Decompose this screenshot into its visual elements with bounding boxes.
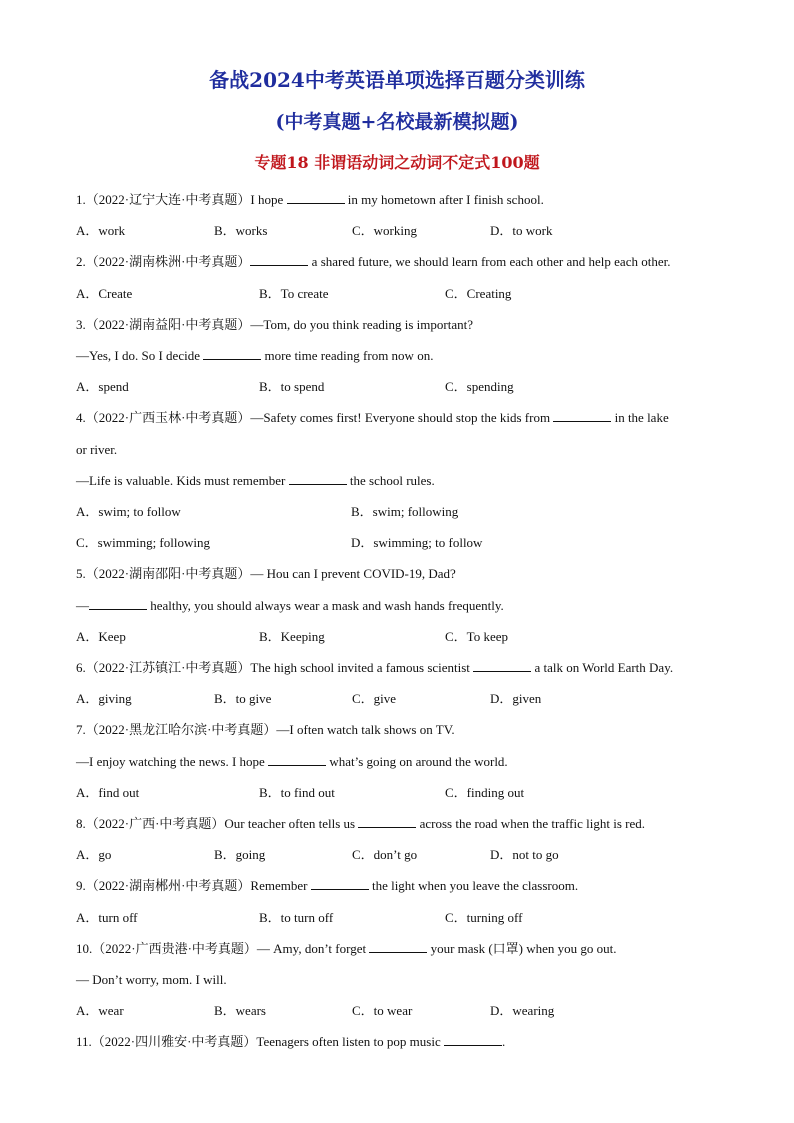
- question-7-line-1: [76, 719, 726, 741]
- question-10-line-1: [76, 938, 726, 960]
- question-10-option-2: B．wears: [214, 1003, 266, 1019]
- question-text: 2.（2022·湖南株洲·中考真题）: [76, 254, 251, 270]
- question-text: 10.（2022·广西贵港·中考真题）— Amy, don’t forget: [76, 940, 370, 956]
- question-text: 9.（2022·湖南郴州·中考真题）Remember: [76, 878, 311, 894]
- question-5-option-1: A．Keep: [76, 628, 126, 644]
- question-4-line-2: [76, 439, 726, 461]
- question-10-line-2: [76, 969, 726, 991]
- question-5-option-2: B．Keeping: [259, 628, 325, 644]
- question-6-option-4: D．given: [490, 691, 542, 707]
- question-text: 6.（2022·江苏镇江·中考真题）The high school invited a famous scientist: [76, 660, 474, 675]
- question-text: 8.（2022·广西·中考真题）Our teacher often tells us: [76, 816, 359, 831]
- question-10-option-1: A．wear: [76, 1003, 124, 1019]
- question-text: a talk on World Earth Day.: [531, 660, 674, 675]
- question-text: across the road when the traffic light is red.: [416, 816, 645, 831]
- question-text: —Yes, I do. So I decide: [76, 348, 204, 363]
- answer-blank: [311, 875, 369, 890]
- answer-blank: [369, 938, 427, 953]
- question-5-line-2: [76, 595, 726, 617]
- question-4-line-1: [76, 407, 726, 429]
- question-text: 4.（2022·广西玉林·中考真题）—Safety comes first! Everyone should stop the kids from: [76, 410, 554, 426]
- question-6-line-1: [76, 657, 726, 679]
- document-subtitle: (中考真题+名校最新模拟题): [275, 111, 519, 133]
- question-10-option-4: D．wearing: [490, 1003, 555, 1019]
- answer-blank: [268, 751, 326, 766]
- question-8-option-3: C．don’t go: [352, 847, 418, 863]
- question-text: or river.: [76, 441, 118, 457]
- question-text: 3.（2022·湖南益阳·中考真题）—Tom, do you think reading is important?: [76, 316, 473, 332]
- question-5-option-3: C．To keep: [445, 628, 508, 644]
- question-2-line-1: [76, 251, 726, 273]
- question-3-option-1: A．spend: [76, 379, 129, 395]
- question-1-option-1: A．work: [76, 223, 126, 239]
- question-text: in my hometown after I finish school.: [344, 192, 544, 207]
- question-9-line-1: [76, 875, 726, 897]
- question-6-option-2: B．to give: [214, 691, 272, 707]
- question-3-line-2: [76, 345, 726, 367]
- question-1-option-2: B．works: [214, 223, 268, 239]
- question-4-line-3: [76, 470, 726, 492]
- question-7-line-2: [76, 751, 726, 773]
- question-text: 5.（2022·湖南邵阳·中考真题）— Hou can I prevent COVID-19, Dad?: [76, 566, 456, 582]
- question-8-option-2: B．going: [214, 847, 266, 863]
- question-text: more time reading from now on.: [261, 348, 434, 363]
- answer-blank: [250, 251, 308, 266]
- question-9-option-1: A．turn off: [76, 909, 138, 925]
- question-text: —: [76, 597, 89, 613]
- question-text: a shared future, we should learn from each other and help each other.: [308, 254, 671, 270]
- question-8-option-4: D．not to go: [490, 847, 559, 863]
- question-7-option-1: A．find out: [76, 784, 140, 800]
- question-2-option-3: C．Creating: [445, 285, 512, 301]
- question-2-option-2: B．To create: [259, 285, 329, 301]
- question-1-option-4: D．to work: [490, 223, 553, 239]
- question-3-option-3: C．spending: [445, 379, 514, 395]
- answer-blank: [553, 407, 611, 422]
- answer-blank: [287, 189, 345, 204]
- document-title: 备战2024中考英语单项选择百题分类训练: [209, 68, 585, 92]
- topic-heading: 专题18 非谓语动词之动词不定式100题: [254, 153, 540, 172]
- question-text: 1.（2022·辽宁大连·中考真题）I hope: [76, 192, 287, 207]
- question-1-option-3: C．working: [352, 223, 418, 239]
- question-text: —I enjoy watching the news. I hope: [76, 753, 269, 769]
- question-5-line-1: [76, 563, 726, 585]
- question-text: in the lake: [611, 410, 669, 426]
- question-9-option-2: B．to turn off: [259, 909, 334, 925]
- question-8-line-1: [76, 813, 726, 835]
- question-text: the school rules.: [346, 472, 435, 488]
- question-text: healthy, you should always wear a mask and wash hands frequently.: [147, 597, 504, 613]
- question-4-option-2: B．swim; following: [351, 504, 459, 519]
- answer-blank: [89, 595, 147, 610]
- question-7-option-3: C．finding out: [445, 784, 525, 800]
- question-11-line-1: [76, 1031, 726, 1053]
- answer-blank: [444, 1031, 502, 1046]
- question-text: the light when you leave the classroom.: [368, 878, 579, 894]
- question-text: 7.（2022·黑龙江哈尔滨·中考真题）—I often watch talk shows on TV.: [76, 722, 455, 738]
- answer-blank: [358, 813, 416, 828]
- question-6-option-1: A．giving: [76, 691, 132, 707]
- question-7-option-2: B．to find out: [259, 784, 335, 800]
- question-4-option-1: A．swim; to follow: [76, 504, 181, 519]
- question-text: your mask (口罩) when you go out.: [427, 940, 617, 956]
- question-3-option-2: B．to spend: [259, 379, 325, 395]
- question-9-option-3: C．turning off: [445, 909, 523, 925]
- question-3-line-1: [76, 314, 726, 336]
- question-2-option-1: A．Create: [76, 285, 133, 301]
- question-4-option-4: D．swimming; to follow: [351, 535, 483, 551]
- question-text: .: [501, 1034, 506, 1050]
- question-text: 11.（2022·四川雅安·中考真题）Teenagers often listen to pop music: [76, 1034, 444, 1050]
- question-text: what’s going on around the world.: [326, 753, 508, 769]
- answer-blank: [203, 345, 261, 360]
- question-10-option-3: C．to wear: [352, 1003, 413, 1019]
- question-4-option-3: C．swimming; following: [76, 535, 210, 551]
- question-text: — Don’t worry, mom. I will.: [76, 972, 227, 987]
- question-text: —Life is valuable. Kids must remember: [76, 472, 289, 488]
- answer-blank: [289, 470, 347, 485]
- answer-blank: [473, 657, 531, 672]
- question-6-option-3: C．give: [352, 691, 397, 707]
- question-8-option-1: A．go: [76, 847, 112, 863]
- question-1-line-1: [76, 189, 726, 211]
